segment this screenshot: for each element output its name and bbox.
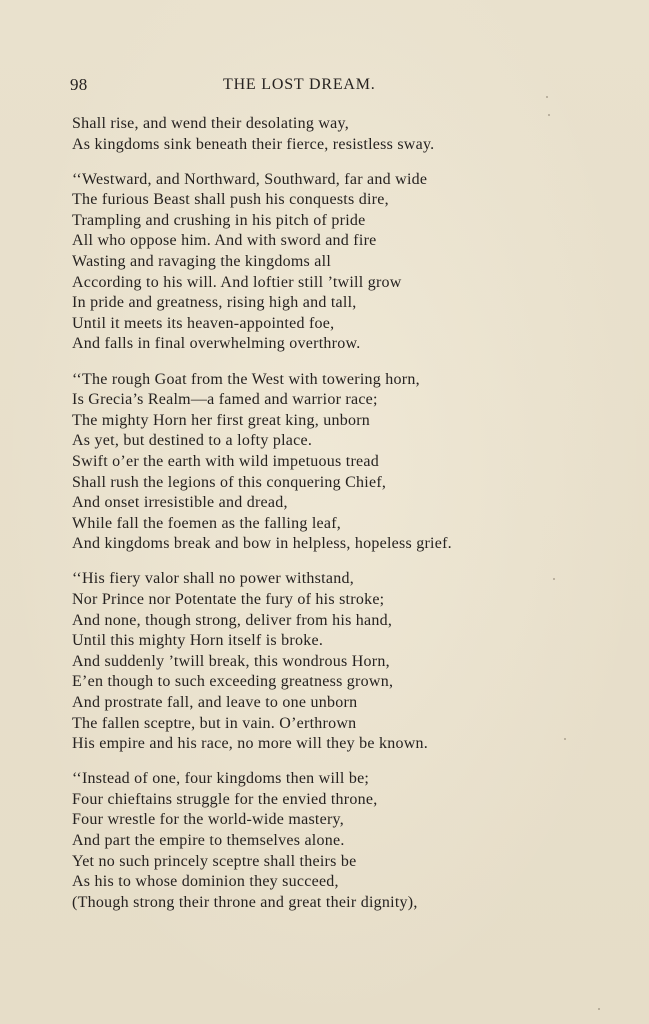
- poem-line: Until this mighty Horn itself is broke.: [72, 632, 324, 650]
- poem-text: [72, 114, 542, 928]
- running-title: THE LOST DREAM.: [223, 76, 376, 93]
- poem-line: The mighty Horn her first great king, unborn: [72, 411, 371, 429]
- poem-line: The furious Beast shall push his conquests dire,: [72, 191, 389, 209]
- stanza: [72, 569, 542, 754]
- poem-line: ‘‘Westward, and Northward, Southward, far and wide: [72, 170, 428, 188]
- poem-line: All who oppose him. And with sword and fire: [72, 232, 377, 250]
- stanza: [72, 114, 542, 155]
- poem-line: E’en though to such exceeding greatness grown,: [72, 673, 394, 691]
- poem-line: And part the empire to themselves alone.: [72, 832, 345, 849]
- paper-speck: [598, 1008, 600, 1010]
- poem-line: As yet, but destined to a lofty place.: [72, 432, 313, 450]
- stanza: [72, 170, 542, 355]
- poem-line: (Though strong their throne and great their dignity),: [72, 893, 418, 911]
- poem-line: Is Grecia’s Realm—a famed and warrior race;: [72, 391, 378, 409]
- poem-line: And kingdoms break and bow in helpless, hopeless grief.: [72, 535, 452, 553]
- poem-line: As his to whose dominion they succeed,: [72, 873, 339, 891]
- paper-speck: [564, 738, 566, 740]
- poem-line: Yet no such princely sceptre shall theirs be: [72, 852, 357, 870]
- poem-line: And suddenly ’twill break, this wondrous Horn,: [72, 652, 390, 670]
- poem-line: ‘‘The rough Goat from the West with towering horn,: [72, 370, 420, 388]
- poem-line: In pride and greatness, rising high and tall,: [72, 294, 357, 312]
- poem-line: According to his will. And loftier still ’twill grow: [72, 273, 402, 291]
- poem-line: Swift o’er the earth with wild impetuous tread: [72, 452, 379, 470]
- paper-speck: [548, 114, 550, 116]
- stanza: [72, 370, 542, 555]
- poem-line: And none, though strong, deliver from his hand,: [72, 611, 393, 629]
- page-number: 98: [70, 75, 88, 94]
- poem-line: And onset irresistible and dread,: [72, 494, 288, 512]
- poem-line: And falls in final overwhelming overthrow.: [72, 335, 361, 353]
- poem-line: As kingdoms sink beneath their fierce, resistless sway.: [72, 135, 435, 153]
- poem-line: ‘‘Instead of one, four kingdoms then will be;: [72, 770, 370, 788]
- poem-line: Trampling and crushing in his pitch of pride: [72, 211, 366, 229]
- poem-line: The fallen sceptre, but in vain. O’erthrown: [72, 714, 357, 732]
- page-header: [70, 74, 570, 96]
- poem-line: Nor Prince nor Potentate the fury of his stroke;: [72, 590, 385, 608]
- poem-line: Four wrestle for the world-wide mastery,: [72, 811, 344, 829]
- paper-speck: [546, 96, 548, 98]
- poem-line: His empire and his race, no more will they be known.: [72, 735, 429, 753]
- poem-line: Shall rise, and wend their desolating way,: [72, 115, 349, 132]
- poem-line: Shall rush the legions of this conquering Chief,: [72, 473, 387, 491]
- poem-line: ‘‘His fiery valor shall no power withstand,: [72, 570, 354, 588]
- poem-line: Wasting and ravaging the kingdoms all: [72, 253, 332, 271]
- paper-speck: [553, 578, 555, 580]
- stanza: [72, 769, 542, 913]
- poem-line: And prostrate fall, and leave to one unborn: [72, 693, 358, 711]
- poem-line: Four chieftains struggle for the envied throne,: [72, 790, 378, 808]
- poem-line: While fall the foemen as the falling leaf,: [72, 514, 342, 532]
- poem-line: Until it meets its heaven-appointed foe,: [72, 314, 335, 332]
